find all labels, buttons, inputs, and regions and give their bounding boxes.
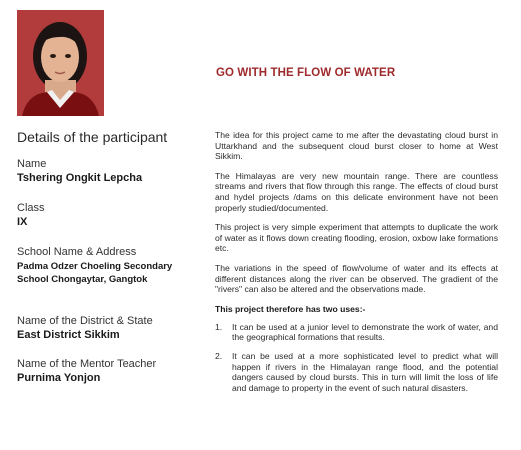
paragraph-3: This project is very simple experiment that attempts to duplicate the work of water as it flows down creating flooding, erosion, oxbow lake formations etc.: [215, 222, 498, 254]
school-line-2: School Chongaytar, Gangtok: [17, 274, 148, 285]
mentor-label: Name of the Mentor Teacher: [17, 358, 157, 370]
paragraph-2: The Himalayas are very new mountain range. There are countless streams and rivers that flow through this range. The effects of cloud burst and hydel projects /dams on this delicate environment have not been properly studied/documented.: [215, 170, 498, 213]
class-label: Class: [17, 202, 45, 214]
details-heading: Details of the participant: [17, 129, 168, 145]
name-label: Name: [17, 158, 47, 170]
paragraph-4: The variations in the speed of flow/volume of water and its effects at different distances along the river can be observed. The gradient of the "rivers" can also be altered and the observations made.: [215, 262, 498, 295]
list-item: [215, 351, 498, 393]
school-label: School Name & Address: [17, 246, 137, 258]
school-line-1: Padma Odzer Choeling Secondary: [17, 261, 173, 272]
list-number: 1.: [215, 321, 223, 332]
uses-heading: This project therefore has two uses:-: [215, 303, 366, 314]
participant-details: [17, 129, 207, 385]
list-text: It can be used at a junior level to demonstrate the work of water, and the geographical formations that results.: [232, 321, 498, 343]
paragraph-1: The idea for this project came to me after the devastating cloud burst in Uttarkhand and the subsequent cloud burst closer to home at West Sikkim.: [215, 130, 498, 162]
name-value: Tshering Ongkit Lepcha: [17, 172, 143, 184]
uses-list: [215, 322, 498, 394]
project-description: [215, 130, 498, 401]
portrait-image: [17, 10, 104, 116]
list-text: It can be used at a more sophisticated level to predict what will happen if rivers in the Himalayan range flood, and the potential dangers caused by cloud bursts. This in turn will limit the loss of life and damage to property in the event of such natural disasters.: [232, 350, 498, 393]
list-number: 2.: [215, 350, 223, 361]
district-label: Name of the District & State: [17, 315, 153, 327]
participant-photo: [17, 10, 104, 116]
project-title: GO WITH THE FLOW OF WATER: [216, 67, 396, 79]
list-item: [215, 322, 498, 343]
class-value: IX: [17, 216, 28, 228]
mentor-value: Purnima Yonjon: [17, 372, 101, 384]
district-value: East District Sikkim: [17, 329, 120, 341]
